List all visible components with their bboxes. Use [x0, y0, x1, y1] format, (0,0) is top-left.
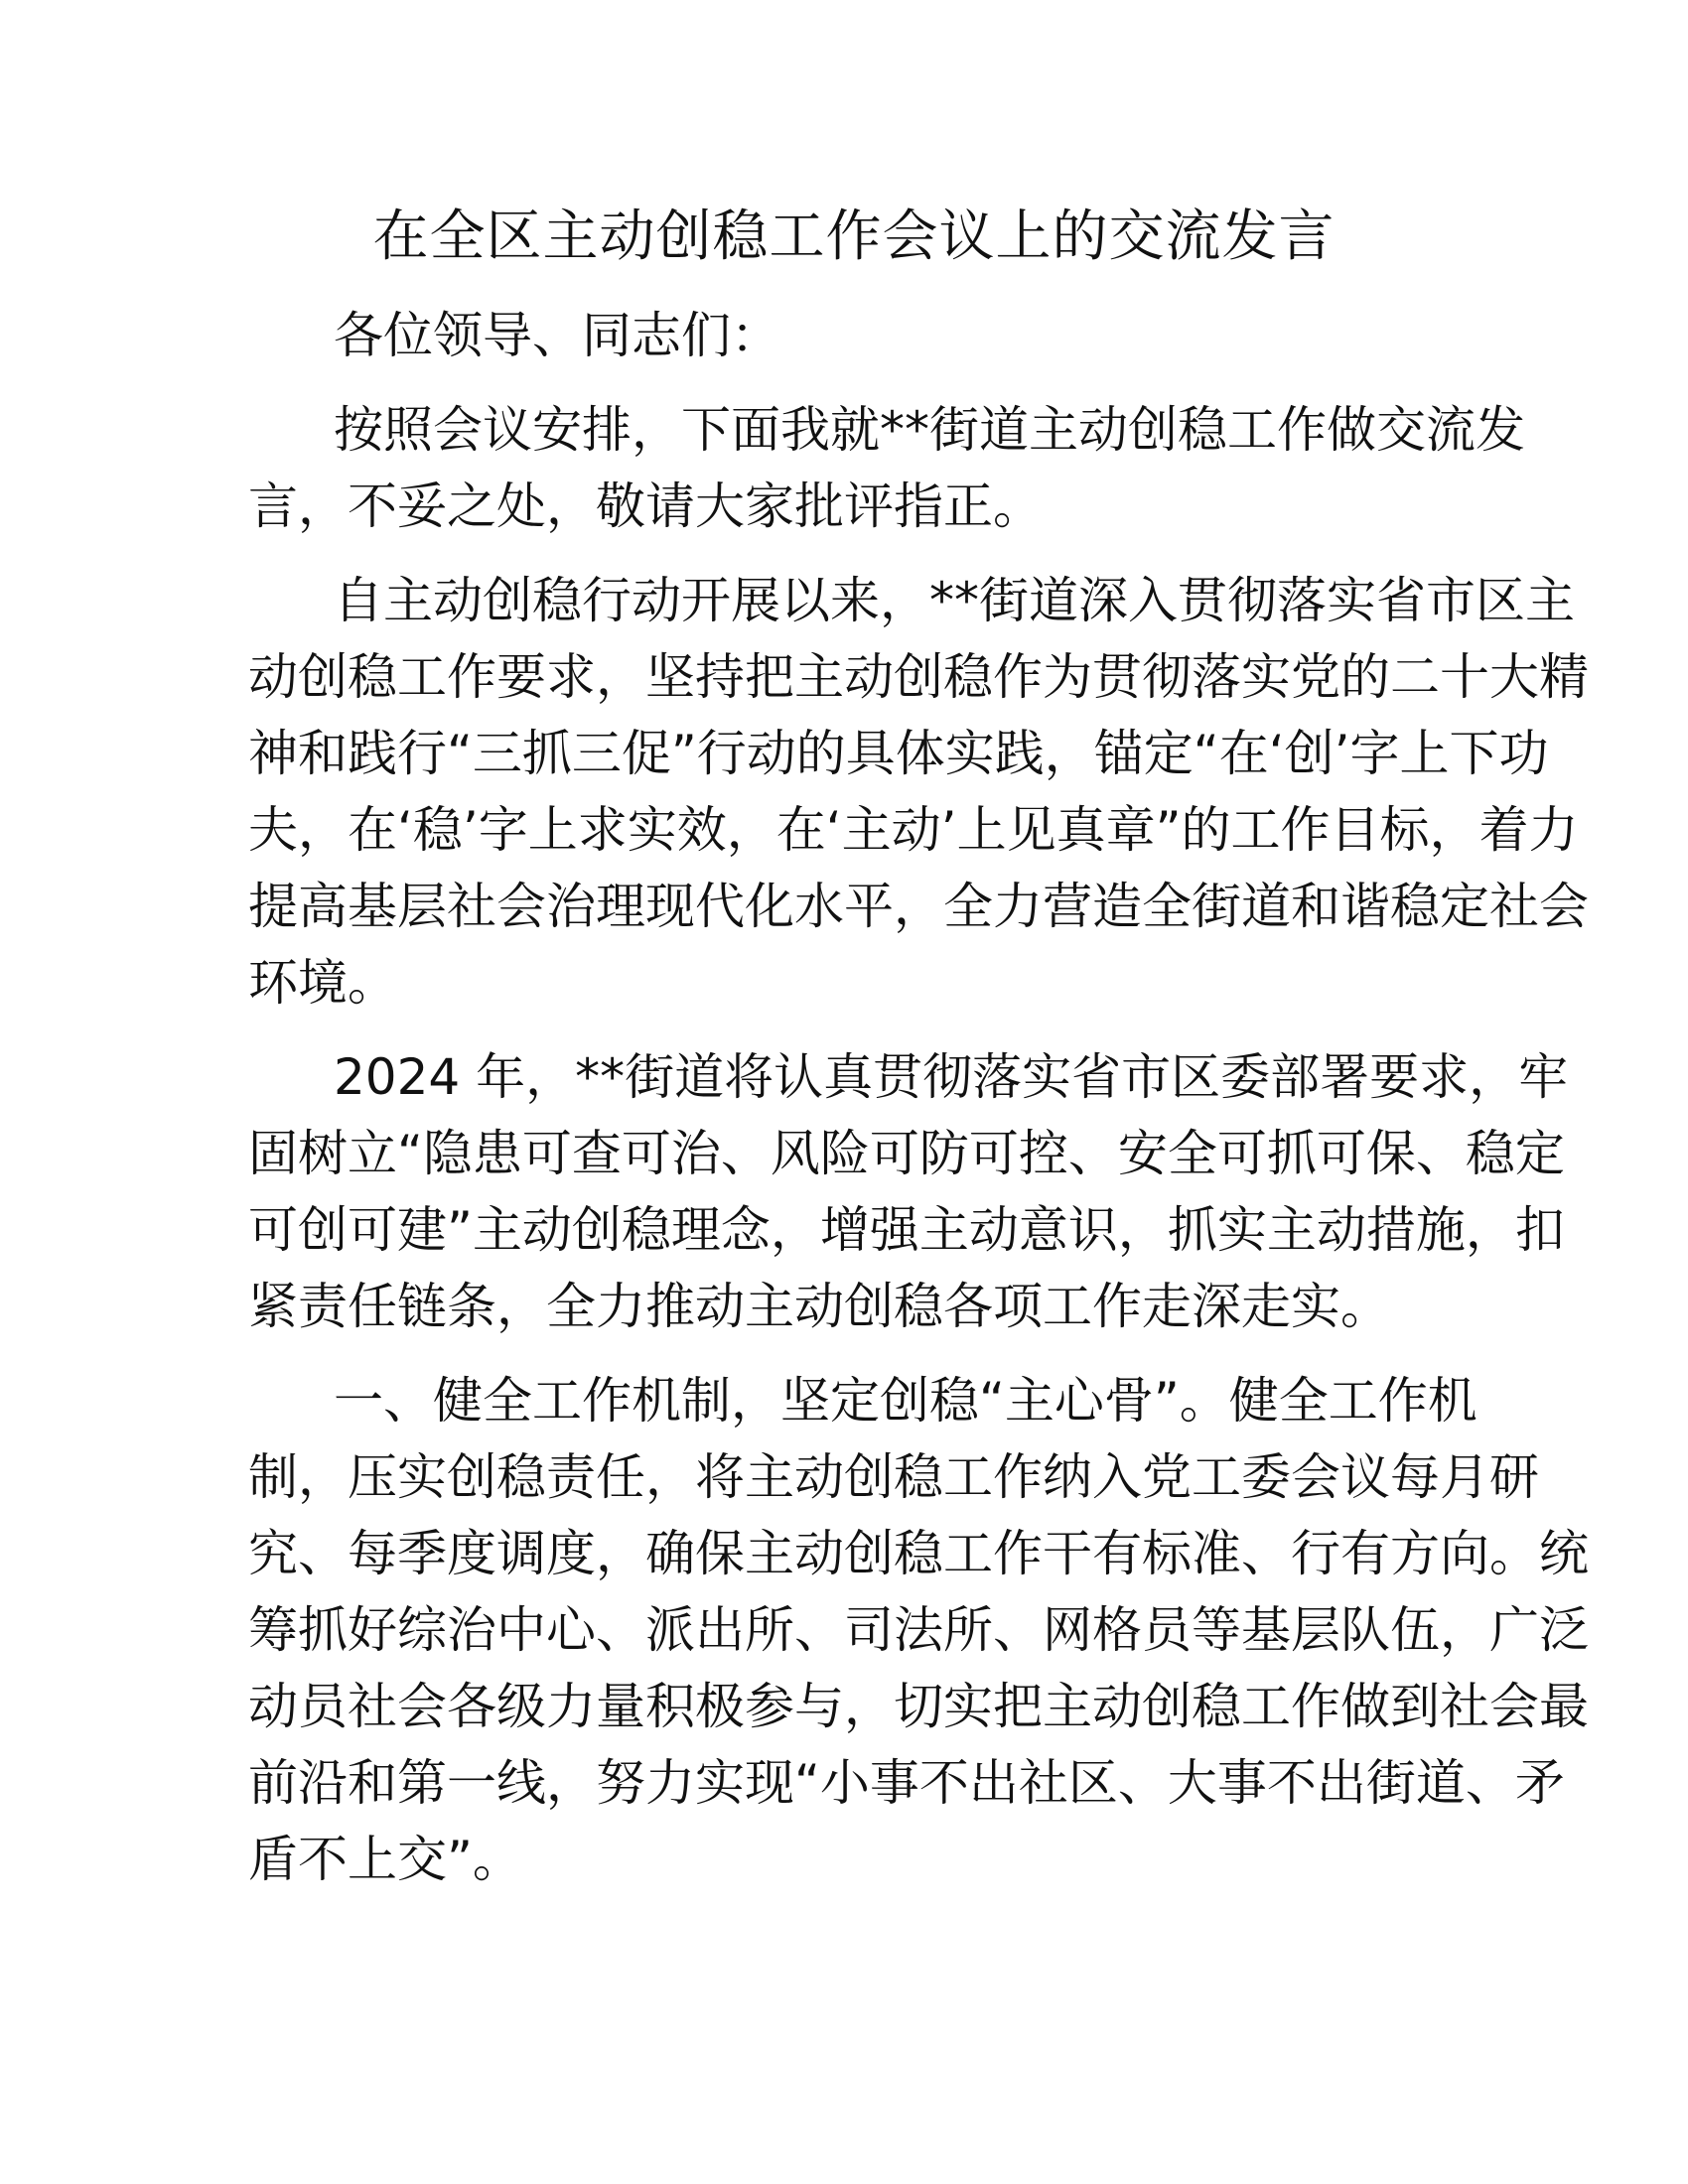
text-line: 环境。	[248, 954, 397, 1012]
text-line: 2024 年，**街道将认真贯彻落实省市区委部署要求，牢	[334, 1048, 1569, 1106]
paragraph	[248, 298, 1424, 374]
text-line: 动员社会各级力量积极参与，切实把主动创稳工作做到社会最	[248, 1678, 1589, 1735]
text-line: 可创可建”主动创稳理念，增强主动意识，抓实主动措施，扣	[248, 1201, 1565, 1259]
text-line: 按照会议安排，下面我就**街道主动创稳工作做交流发	[334, 401, 1525, 459]
text-line: 神和践行“三抓三促”行动的具体实践，锚定“在‘创’字上下功	[248, 725, 1549, 782]
text-line: 前沿和第一线，努力实现“小事不出社区、大事不出街道、矛	[248, 1754, 1565, 1812]
text-line: 盾不上交”。	[248, 1831, 522, 1888]
paragraph	[248, 1363, 1589, 1898]
paragraph	[248, 392, 1525, 545]
text-line: 夫，在‘稳’字上求实效，在‘主动’上见真章”的工作目标，着力	[248, 801, 1579, 859]
text-line: 制，压实创稳责任，将主动创稳工作纳入党工委会议每月研	[248, 1448, 1539, 1506]
text-line: 提高基层社会治理现代化水平，全力营造全街道和谐稳定社会	[248, 878, 1589, 935]
text-line: 言，不妥之处，敬请大家批评指正。	[248, 478, 1043, 535]
text-line: 筹抓好综治中心、派出所、司法所、网格员等基层队伍，广泛	[248, 1601, 1589, 1659]
text-line: 固树立“隐患可查可治、风险可防可控、安全可抓可保、稳定	[248, 1125, 1565, 1182]
text-line: 各位领导、同志们：	[334, 307, 780, 364]
text-line: 自主动创稳行动开展以来，**街道深入贯彻落实省市区主	[334, 572, 1575, 629]
paragraph	[248, 563, 1589, 1022]
text-line: 一、健全工作机制，坚定创稳“主心骨”。健全工作机	[334, 1372, 1477, 1430]
document-title: 在全区主动创稳工作会议上的交流发言	[372, 205, 1336, 269]
document-body	[248, 298, 1589, 1916]
text-line: 动创稳工作要求，坚持把主动创稳作为贯彻落实党的二十大精	[248, 648, 1589, 706]
text-line: 究、每季度调度，确保主动创稳工作干有标准、行有方向。统	[248, 1525, 1589, 1582]
paragraph	[248, 1039, 1569, 1345]
text-line: 紧责任链条，全力推动主动创稳各项工作走深走实。	[248, 1278, 1390, 1335]
